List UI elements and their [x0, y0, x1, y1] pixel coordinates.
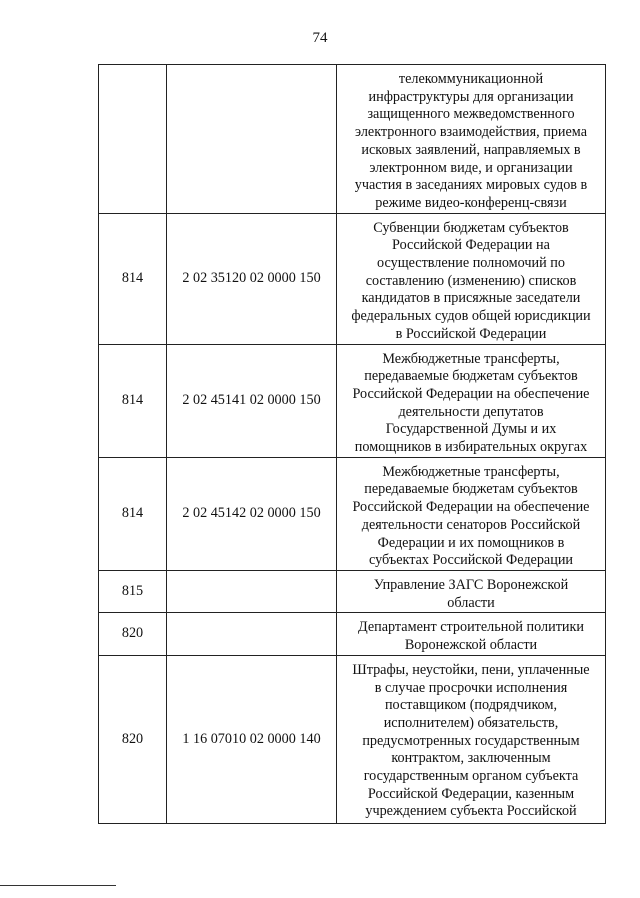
budget-code-cell [167, 570, 337, 612]
admin-code-cell: 820 [99, 655, 167, 823]
table-row [99, 457, 606, 570]
description-line: федеральных судов общей юрисдикции [351, 308, 591, 325]
table-row [99, 65, 606, 214]
revenue-table-body [99, 65, 606, 824]
description-line: деятельности депутатов [398, 403, 544, 420]
description-cell [337, 655, 606, 823]
description-line: учреждением субъекта Российской [365, 803, 577, 820]
budget-code-cell: 2 02 45141 02 0000 150 [167, 344, 337, 457]
table-row [99, 570, 606, 612]
description-line: электронном виде, и организации [369, 159, 573, 176]
description-line: передаваемые бюджетам субъектов [364, 368, 578, 385]
description-line: передаваемые бюджетам субъектов [364, 481, 578, 498]
description-line: в Российской Федерации [395, 325, 547, 342]
description-line: контрактом, заключенным [391, 750, 551, 767]
description-cell [337, 457, 606, 570]
description-cell [337, 213, 606, 344]
description-line: в случае просрочки исполнения [374, 679, 568, 696]
budget-code-cell [167, 65, 337, 214]
description-line: Российской Федерации на обеспечение [352, 385, 590, 402]
footnote-separator [0, 885, 116, 886]
description-cell [337, 570, 606, 612]
description-line: электронного взаимодействия, приема [355, 124, 587, 141]
description-line: инфраструктуры для организации [368, 88, 574, 105]
description-line: Российской Федерации на [392, 237, 550, 254]
table-row [99, 344, 606, 457]
description-cell [337, 613, 606, 655]
description-line: Российской Федерации, казенным [367, 785, 575, 802]
page-number: 74 [312, 30, 328, 46]
description-line: области [447, 594, 495, 611]
description-cell [337, 344, 606, 457]
admin-code-cell: 815 [99, 570, 167, 612]
budget-code-cell: 1 16 07010 02 0000 140 [167, 655, 337, 823]
description-line: телекоммуникационной [398, 71, 544, 87]
description-line: защищенного межведомственного [367, 106, 575, 123]
description-line: деятельности сенаторов Российской [361, 516, 581, 533]
table-row [99, 655, 606, 823]
description-line: кандидатов в присяжные заседатели [361, 290, 581, 307]
description-line: Управление ЗАГС Воронежской [373, 576, 569, 593]
description-line: предусмотренных государственным [362, 732, 580, 749]
description-cell [337, 65, 606, 214]
description-line: исковых заявлений, направляемых в [361, 141, 581, 158]
budget-code-cell [167, 613, 337, 655]
description-line: Субвенции бюджетам субъектов [373, 219, 569, 236]
description-line: осуществление полномочий по [377, 255, 565, 272]
admin-code-cell: 814 [99, 457, 167, 570]
description-line: составлению (изменению) списков [365, 272, 577, 289]
description-line: Федерации и их помощников в [377, 534, 565, 551]
description-line: государственным органом субъекта [363, 768, 579, 785]
budget-code-cell: 2 02 45142 02 0000 150 [167, 457, 337, 570]
description-line: Штрафы, неустойки, пени, уплаченные [352, 661, 590, 678]
description-line: Межбюджетные трансферты, [382, 350, 560, 367]
admin-code-cell: 814 [99, 213, 167, 344]
description-line: участия в заседаниях мировых судов в [354, 177, 588, 194]
table-row [99, 613, 606, 655]
budget-code-cell: 2 02 35120 02 0000 150 [167, 213, 337, 344]
description-line: поставщиком (подрядчиком, [384, 697, 558, 714]
admin-code-cell [99, 65, 167, 214]
description-line: субъектах Российской Федерации [369, 552, 573, 569]
description-line: Межбюджетные трансферты, [382, 463, 560, 480]
table-row [99, 213, 606, 344]
description-line: Российской Федерации на обеспечение [352, 499, 590, 516]
revenue-table [98, 64, 606, 824]
description-line: помощников в избирательных округах [354, 439, 588, 456]
description-line: Воронежской области [404, 637, 538, 654]
admin-code-cell: 814 [99, 344, 167, 457]
description-line: исполнителем) обязательств, [383, 714, 559, 731]
admin-code-cell: 820 [99, 613, 167, 655]
description-line: Государственной Думы и их [385, 421, 557, 438]
description-line: режиме видео-конференц-связи [375, 194, 567, 211]
description-line: Департамент строительной политики [357, 619, 584, 636]
